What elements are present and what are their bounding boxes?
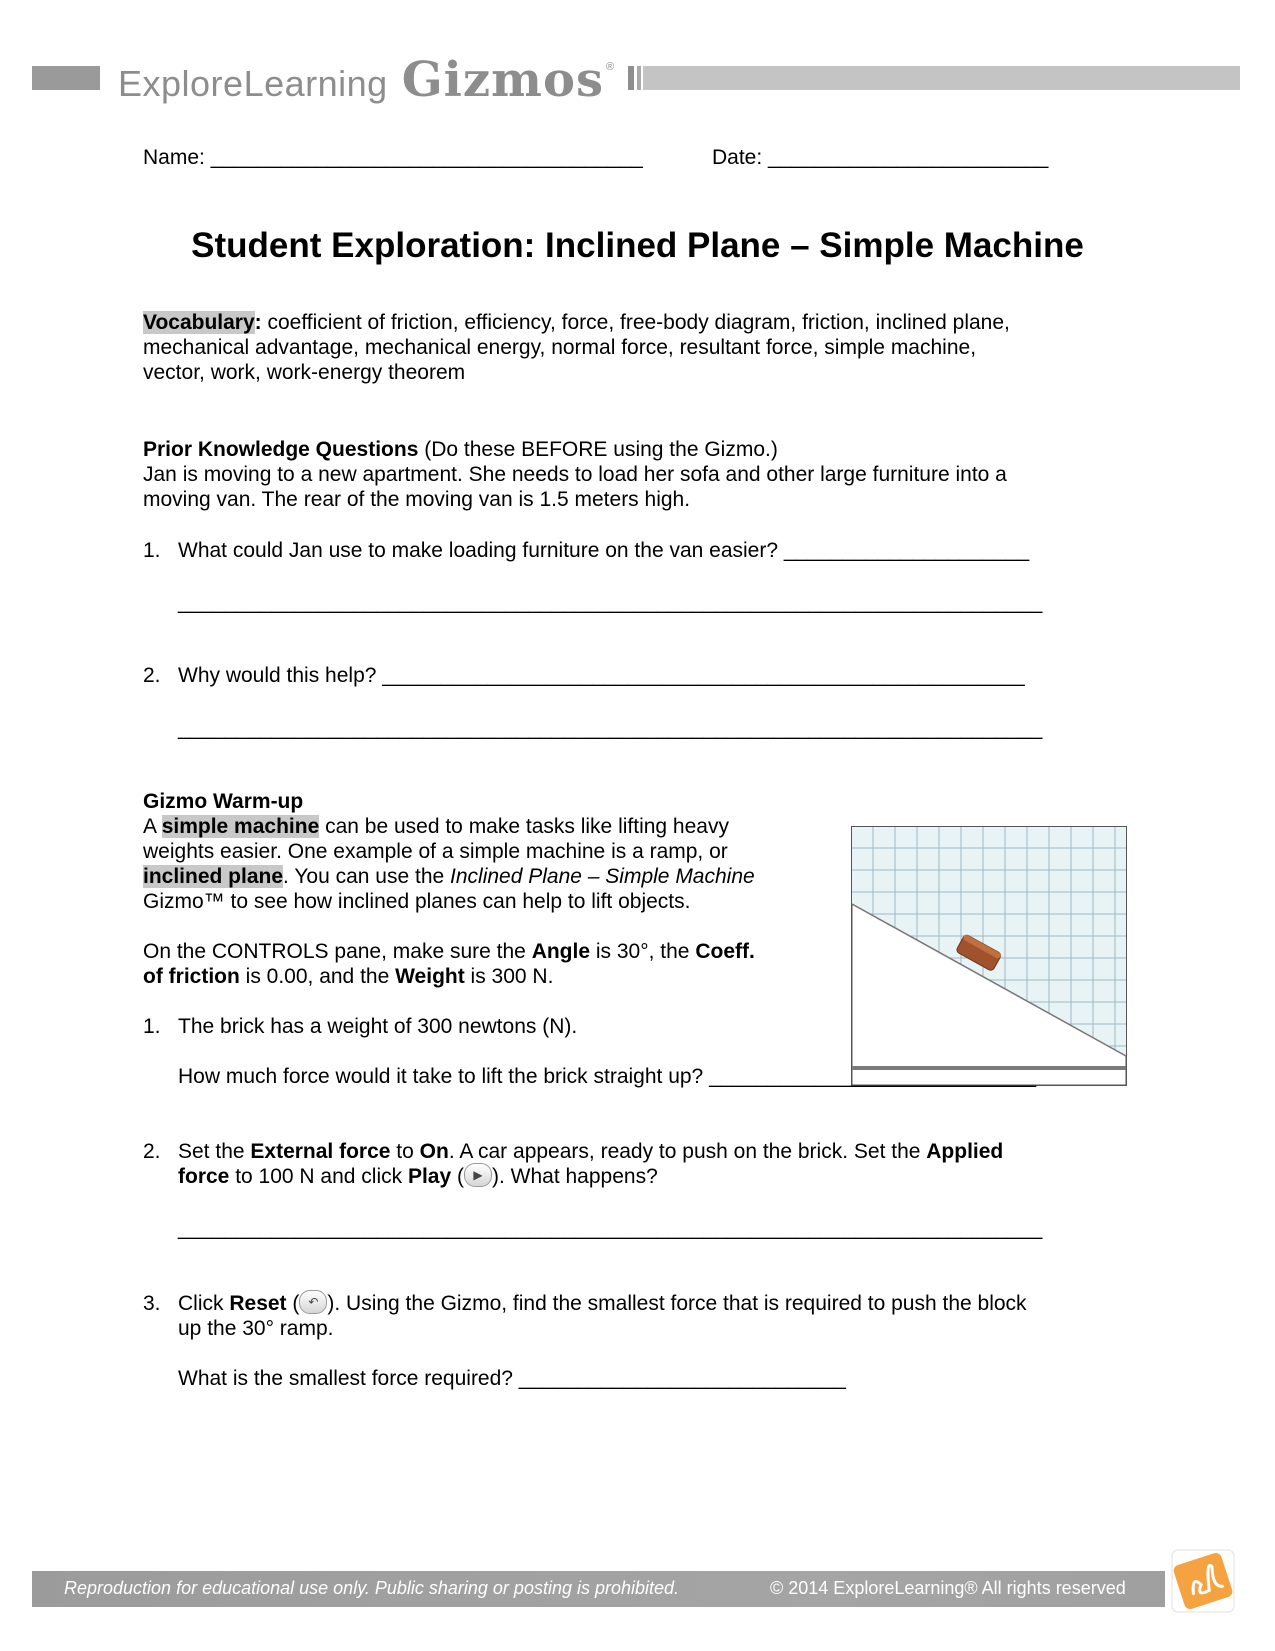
prior-heading-note: (Do these BEFORE using the Gizmo.): [418, 438, 778, 461]
prior-q1-text[interactable]: What could Jan use to make loading furniture on the van easier? _____________________: [178, 539, 1030, 562]
term-reset: Reset: [229, 1292, 287, 1315]
vocabulary-line-2: mechanical advantage, mechanical energy, normal force, resultant force, simple machine,: [143, 336, 977, 359]
warmup-text: A: [143, 815, 162, 838]
warmup-p1-line-3: [143, 864, 755, 890]
term-play: Play: [407, 1165, 452, 1188]
play-icon: ▶: [464, 1163, 492, 1187]
term-external-force: External force: [250, 1140, 391, 1163]
warmup-p1-line-2: weights easier. One example of a simple machine is a ramp, or: [143, 840, 728, 863]
date-blank[interactable]: ________________________: [768, 146, 1049, 169]
warmup-text: (: [451, 1165, 464, 1188]
term-applied: Applied: [926, 1140, 1004, 1163]
warmup-text: On the CONTROLS pane, make sure the: [143, 940, 532, 963]
warmup-text: ). Using the Gizmo, find the smallest force that is required to push the block: [327, 1292, 1027, 1315]
warmup-text: is 300 N.: [464, 965, 554, 988]
warmup-p2-line-1: [143, 939, 755, 965]
term-inclined-plane: inclined plane: [143, 865, 284, 888]
warmup-q3-line-2: up the 30° ramp.: [178, 1317, 334, 1340]
prior-q2-answer-blank[interactable]: __________________________________________________________________________: [178, 717, 1043, 740]
prior-text-2: moving van. The rear of the moving van is 1.5 meters high.: [143, 488, 691, 511]
warmup-p1-line-4: Gizmo™ to see how inclined planes can help to lift objects.: [143, 890, 691, 913]
prior-q1-answer-blank[interactable]: __________________________________________________________________________: [178, 591, 1043, 614]
term-weight: Weight: [395, 965, 465, 988]
brand-gizmos: Gizmos: [401, 52, 604, 108]
warmup-q2-answer-blank[interactable]: __________________________________________________________________________: [178, 1217, 1043, 1240]
warmup-q2-line-1: [178, 1139, 1003, 1165]
page-title: Student Exploration: Inclined Plane – Simple Machine: [191, 226, 1084, 265]
term-of-friction: of friction: [143, 965, 240, 988]
warmup-q3-line-1: [178, 1291, 1027, 1317]
inclined-plane-gizmo-image: [851, 826, 1127, 1086]
reset-icon: ↶: [299, 1290, 327, 1314]
warmup-text: can be used to make tasks like lifting heavy: [319, 815, 729, 838]
warmup-q1-text: The brick has a weight of 300 newtons (N).: [178, 1015, 578, 1038]
warmup-text: is 0.00, and the: [239, 965, 396, 988]
term-angle: Angle: [531, 940, 591, 963]
warmup-text: . A car appears, ready to push on the brick. Set the: [448, 1140, 927, 1163]
explorelearning-logo-icon: [1168, 1546, 1238, 1616]
warmup-p1-line-1: [143, 814, 729, 840]
term-on: On: [419, 1140, 449, 1163]
warmup-text: to: [390, 1140, 420, 1163]
date-line: [712, 145, 1048, 171]
name-line: [143, 145, 643, 171]
prior-text-1: Jan is moving to a new apartment. She needs to load her sofa and other large furniture into a: [143, 463, 1007, 486]
gizmo-name: Inclined Plane – Simple Machine: [450, 865, 755, 888]
vocabulary-label: Vocabulary: [143, 311, 255, 334]
term-simple-machine: simple machine: [161, 815, 320, 838]
brand-registered-mark: ®: [606, 61, 615, 73]
warmup-q2-line-2: [178, 1164, 658, 1190]
warmup-text: Click: [178, 1292, 230, 1315]
prior-heading: Prior Knowledge Questions: [143, 438, 419, 461]
prior-q1-number: 1.: [143, 539, 161, 562]
term-force: force: [178, 1165, 230, 1188]
warmup-text: (: [286, 1292, 300, 1315]
prior-q2-number: 2.: [143, 664, 161, 687]
header-bar-left: [32, 66, 100, 90]
name-blank[interactable]: _____________________________________: [210, 146, 643, 169]
warmup-text: Set the: [178, 1140, 251, 1163]
vocabulary-colon: :: [254, 311, 262, 334]
warmup-text: ). What happens?: [491, 1165, 658, 1188]
date-label: Date:: [712, 146, 763, 169]
warmup-text: to 100 N and click: [229, 1165, 408, 1188]
warmup-q1-sub[interactable]: How much force would it take to lift the brick straight up? ____________________________: [178, 1065, 1037, 1088]
vocabulary-line-3: vector, work, work-energy theorem: [143, 361, 466, 384]
warmup-q1-number: 1.: [143, 1015, 161, 1038]
warmup-text: . You can use the: [283, 865, 451, 888]
footer-copyright: © 2014 ExploreLearning® All rights reserved: [770, 1578, 1126, 1598]
brand-logo: [118, 52, 615, 108]
brand-explorelearning: ExploreLearning: [118, 63, 388, 104]
warmup-q3-sub[interactable]: What is the smallest force required? ____________________________: [178, 1367, 846, 1390]
warmup-text: is 30°, the: [590, 940, 696, 963]
header-bar-right: [628, 66, 1240, 90]
prior-q2-text[interactable]: Why would this help? _______________________________________________________: [178, 664, 1025, 687]
vocabulary-text-1: coefficient of friction, efficiency, force, free-body diagram, friction, inclined plane,: [261, 311, 1010, 334]
warmup-heading: Gizmo Warm-up: [143, 790, 304, 813]
vocabulary-line-1: [143, 310, 1010, 336]
term-coeff: Coeff.: [695, 940, 755, 963]
prior-heading-line: [143, 437, 778, 463]
warmup-q3-number: 3.: [143, 1292, 161, 1315]
warmup-q2-number: 2.: [143, 1140, 161, 1163]
name-label: Name:: [143, 146, 205, 169]
warmup-p2-line-2: [143, 964, 553, 990]
footer-reproduction-notice: Reproduction for educational use only. Public sharing or posting is prohibited.: [64, 1578, 680, 1598]
